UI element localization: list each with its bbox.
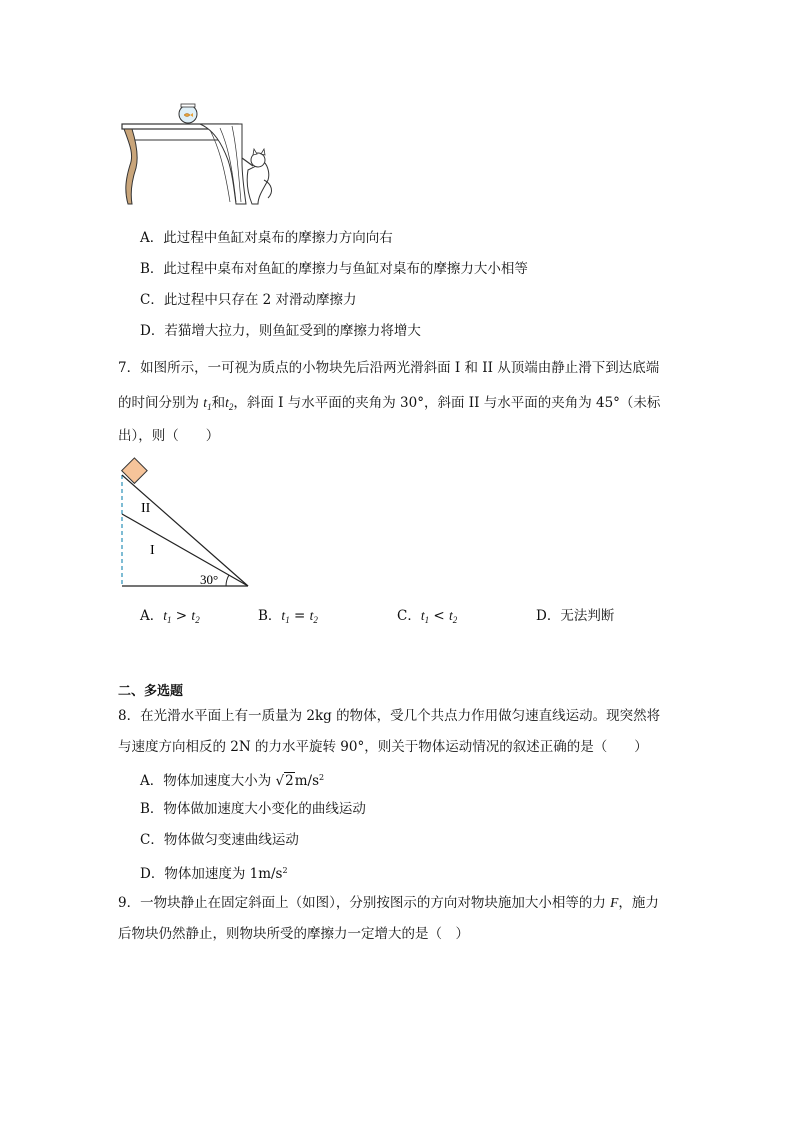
q6-option-d[interactable] — [140, 321, 421, 341]
q7-option-a[interactable]: A．$t_1 > t_2$ — [140, 608, 200, 625]
q7-option-c[interactable]: C．$t_1 < t_2$ — [397, 608, 458, 625]
q6-option-d-text: D．若猫增大拉力，则鱼缸受到的摩擦力将增大 — [140, 323, 421, 339]
q6-option-a[interactable] — [140, 228, 393, 248]
q8-option-c[interactable]: C．物体做匀变速曲线运动 — [140, 832, 299, 848]
q6-option-c-text: C．此过程中只存在 2 对滑动摩擦力 — [140, 292, 357, 308]
block — [122, 458, 147, 483]
q6-option-a-text: A．此过程中鱼缸对桌布的摩擦力方向向右 — [140, 230, 393, 246]
label-ii: II — [141, 501, 151, 516]
section-title: 二、多选题 — [118, 684, 184, 699]
q6-option-b[interactable] — [140, 259, 528, 279]
q9-stem-line2: 后物块仍然静止，则物块所受的摩擦力一定增大的是（ ） — [118, 926, 469, 942]
q9-stem-line1: 9．一物块静止在固定斜面上（如图），分别按图示的方向对物块施加大小相等的力 F，施力 — [118, 895, 659, 911]
q7-stem-line2: 的时间分别为 $t_1$和$t_2$，斜面 I 与水平面的夹角为 30°，斜面 II 与水平面的夹角为 45°（未标 — [118, 395, 661, 412]
incline-ii — [122, 475, 248, 586]
q7-stem-line1: 7．如图所示，一可视为质点的小物块先后沿两光滑斜面 I 和 II 从顶端由静止滑下到达底端 — [118, 360, 660, 376]
q8-stem-line2: 与速度方向相反的 2N 的力水平旋转 90°，则关于物体运动情况的叙述正确的是（ ） — [118, 739, 648, 755]
q6-option-b-text: B．此过程中桌布对鱼缸的摩擦力与鱼缸对桌布的摩擦力大小相等 — [140, 261, 528, 277]
q6-option-c[interactable] — [140, 290, 357, 310]
q8-option-b[interactable]: B．物体做加速度大小变化的曲线运动 — [140, 801, 366, 817]
q6-figure — [118, 100, 278, 215]
q8-option-a[interactable]: A．物体加速度大小为 $√2m/s^2$ — [140, 773, 325, 789]
label-i: I — [150, 543, 155, 558]
q7-stem-line3: 出），则（ ） — [118, 428, 220, 444]
q7-option-b[interactable]: B．$t_1 = t_2$ — [258, 608, 318, 625]
table-leg — [124, 129, 137, 204]
fishbowl-icon — [179, 104, 197, 123]
q8-option-d[interactable]: D．物体加速度为 $1m/s^2$ — [140, 866, 288, 882]
q8-stem-line1: 8．在光滑水平面上有一质量为 2kg 的物体，受几个共点力作用做匀速直线运动。现突然将 — [118, 708, 661, 724]
q7-incline-figure — [116, 450, 256, 590]
cat-icon — [242, 149, 271, 204]
q7-option-d[interactable]: D．无法判断 — [536, 608, 615, 624]
angle-label: 30° — [200, 572, 219, 587]
